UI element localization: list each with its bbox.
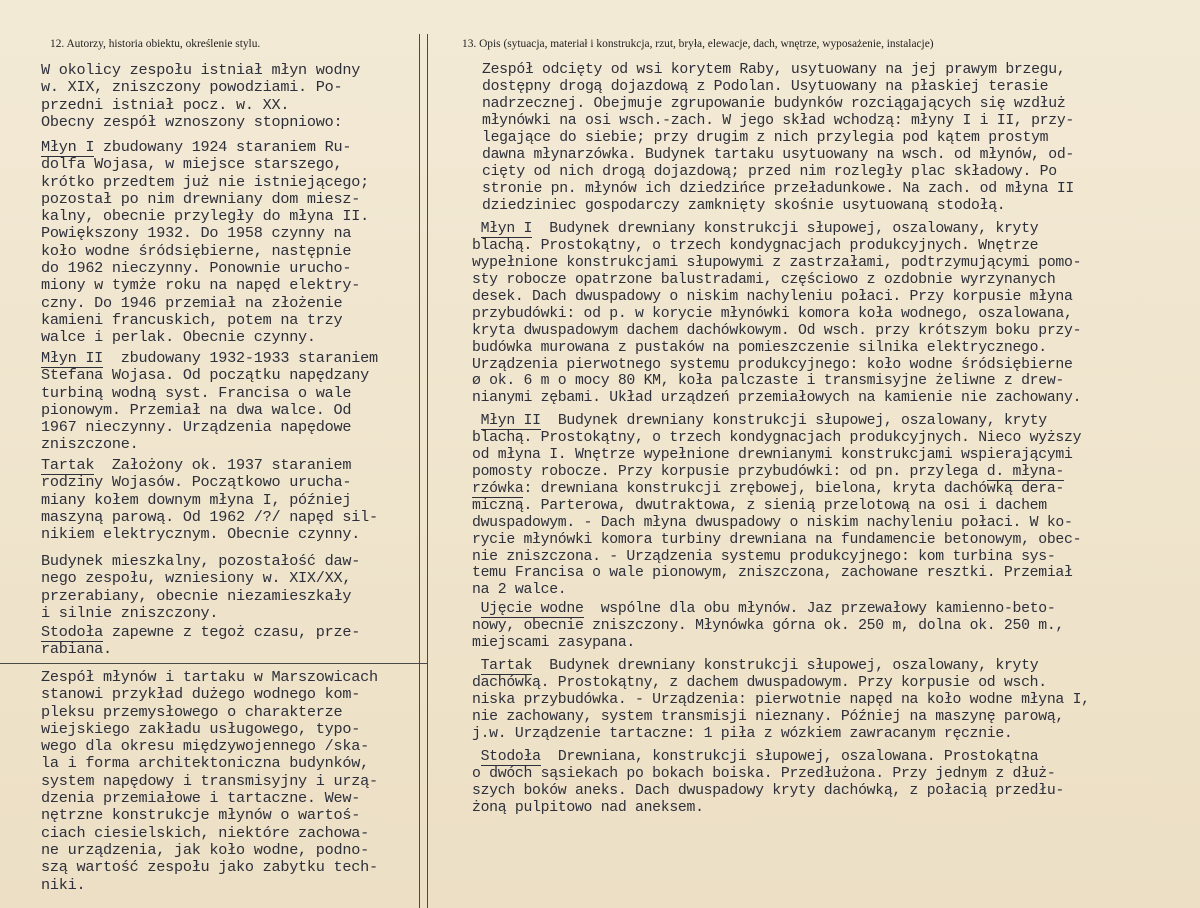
- left-paragraph-history-intro: [41, 62, 360, 131]
- text-line: dawna młynarzówka. Budynek tartaku usytuowany na wsch. od młynów, od-: [482, 146, 1074, 163]
- left-summary: [41, 669, 378, 894]
- text-line: rycie młynówki komora turbiny drewniana na fundamencie betonowym, obec-: [472, 531, 1082, 548]
- text-line: wypełnione konstrukcjami słupowymi z zastrzałami, podtrzymującymi pomo-: [472, 254, 1082, 271]
- text-line: la i forma architektoniczna budynków,: [41, 754, 369, 773]
- text-line: rabiana.: [41, 640, 112, 659]
- text-line: Zespół młynów i tartaku w Marszowicach: [41, 668, 378, 686]
- text-line: temu Francisa o wale pionowym, zniszczona, zachowane resztki. Przemiał: [472, 565, 1073, 582]
- text-line: Młyn I Budynek drewniany konstrukcji słupowej, oszalowany, kryty: [480, 221, 1039, 237]
- text-line: legające do siebie; przy drugim z nich przylegia pod kątem prostym: [482, 129, 1049, 146]
- text-line: dachówką. Prostokątny, z dachem dwuspadowym. Przy korpusie od wsch.: [472, 674, 1047, 691]
- text-line: stronie pn. młynów ich dziedzińce przeładunkowe. Na zach. od młyna II: [482, 180, 1074, 197]
- text-line: rzówka: drewniana konstrukcji zrębowej, bielona, kryta dachówką dera-: [472, 480, 1064, 497]
- text-line: cięty od nich drogą dojazdową; przed nim rozległy plac składowy. Po: [482, 163, 1057, 180]
- left-paragraph-mlyn-1: [41, 139, 369, 347]
- text-line: rodziny Wojasów. Początkowo urucha-: [41, 473, 352, 492]
- text-line: w. XIX, zniszczony powodziami. Po-: [41, 78, 343, 97]
- text-line: miany kołem downym młyna I, później: [41, 490, 352, 509]
- text-line: system napędowy i transmisyjny i urzą-: [41, 771, 378, 790]
- text-line: niska przybudówka. - Urządzenia: pierwotnie napęd na koło wodne młyna I,: [472, 691, 1090, 708]
- text-line: szych boków aneks. Dach dwuspadowy kryty dachówką, z połacią przedłu-: [472, 782, 1064, 799]
- left-paragraph-stodola: [41, 624, 360, 659]
- text-line: pionowym. Przemiał na dwa walce. Od: [41, 400, 352, 419]
- right-paragraph-mlyn-1: [472, 221, 1081, 407]
- text-line: czny. Do 1946 przemiał na złożenie: [41, 293, 343, 312]
- text-line: przybudówki: od p. w korycie młynówki komora koła wodnego, oszalowana,: [472, 305, 1073, 322]
- text-line: miony w tymże roku na napęd elektry-: [41, 276, 361, 295]
- text-line: Powiększony 1932. Do 1958 czynny na: [41, 224, 352, 243]
- text-line: Zespół odcięty od wsi korytem Raby, usytuowany na jej prawym brzegu,: [482, 62, 1066, 78]
- text-line: Ujęcie wodne wspólne dla obu młynów. Jaz przewałowy kamienno-beto-: [480, 601, 1056, 617]
- text-line: 1967 nieczynny. Urządzenia napędowe: [41, 418, 352, 437]
- text-line: j.w. Urządzenie tartaczne: 1 piła z wózkiem zawracanym ręcznie.: [472, 725, 1013, 742]
- left-paragraph-mlyn-2: [41, 350, 378, 454]
- text-line: dolfa Wojasa, w miejsce starszego,: [41, 155, 343, 174]
- right-paragraph-tartak: [472, 658, 1090, 743]
- text-line: pomosty robocze. Przy korpusie przybudówki: od pn. przylega d. młyna-: [472, 463, 1064, 480]
- text-line: młynówki na osi wsch.-zach. W jego skład wchodzą: młyny I i II, przy-: [482, 112, 1074, 129]
- text-line: Tartak Założony ok. 1937 staraniem: [41, 456, 352, 474]
- text-line: kamieni francuskich, potem na trzy: [41, 310, 343, 329]
- text-line: niki.: [41, 875, 86, 894]
- text-line: dostępny drogą dojazdową z Podolan. Usytuowany na płaskiej terasie: [482, 78, 1049, 95]
- text-line: desek. Dach dwuspadowy o niskim nachyleniu połaci. Przy korpusie młyna: [472, 288, 1073, 305]
- left-column-border: [419, 34, 420, 908]
- left-paragraph-budynek: [41, 553, 360, 622]
- left-column-header: 12. Autorzy, historia obiektu, określenie stylu.: [50, 38, 261, 50]
- text-line: Stodoła zapewne z tegoż czasu, prze-: [41, 623, 361, 641]
- text-line: nadrzecznej. Obejmuje zgrupowanie budynków rozciągających się wzdłuż: [482, 95, 1066, 112]
- text-line: budówka murowana z pustaków na pomieszczenie silnika elektrycznego.: [472, 339, 1047, 356]
- text-line: Budynek mieszkalny, pozostałość daw-: [41, 552, 361, 570]
- text-line: kryta dwuspadowym dachem dachówkowym. Od wsch. przy krótszym boku przy-: [472, 322, 1082, 339]
- text-line: o dwóch sąsiekach po bokach boiska. Przedłużona. Przy jednym z dłuż-: [472, 765, 1056, 782]
- text-line: nie zachowany, system transmisji nieznany. Później na maszynę parową,: [472, 708, 1064, 725]
- text-line: Młyn II zbudowany 1932-1933 staraniem: [41, 349, 378, 367]
- text-line: Obecny zespół wznoszony stopniowo:: [41, 112, 343, 131]
- right-paragraph-situation: [482, 62, 1074, 214]
- text-line: nikiem elektrycznym. Obecnie czynny.: [41, 525, 361, 544]
- text-line: krótko przedtem już nie istniejącego;: [41, 172, 369, 191]
- text-line: blachą. Prostokątny, o trzech kondygnacjach produkcyjnych. Wnętrze: [472, 237, 1039, 254]
- text-line: miejscami zasypana.: [472, 634, 636, 651]
- text-line: sty robocze opatrzone balustradami, częściowo z ozdobnie wyrzynanych: [472, 271, 1056, 288]
- text-line: pleksu przemysłowego o charakterze: [41, 702, 343, 721]
- text-line: nianymi zębami. Układ urządzeń przemiałowych na kamienie nie zachowany.: [472, 390, 1082, 407]
- text-line: do 1962 nieczynny. Ponownie urucho-: [41, 259, 352, 278]
- left-section-divider: [0, 663, 428, 664]
- text-line: na 2 walce.: [472, 582, 567, 599]
- text-line: nętrzne konstrukcje młynów o wartoś-: [41, 806, 361, 825]
- right-column-header: 13. Opis (sytuacja, materiał i konstrukcja, rzut, bryła, elewacje, dach, wnętrze, wyposażenie, instalacje): [462, 38, 934, 50]
- text-line: Urządzenia pierwotnego systemu produkcyjnego: koło wodne śródsiębierne: [472, 356, 1073, 373]
- text-line: maszyną parową. Od 1962 /?/ napęd sil-: [41, 507, 378, 526]
- text-line: wiejskiego zakładu usługowego, typo-: [41, 719, 361, 738]
- text-line: turbiną wodną syst. Francisa o wale: [41, 383, 352, 402]
- text-line: i silnie zniszczony.: [41, 603, 219, 622]
- text-line: Młyn I zbudowany 1924 staraniem Ru-: [41, 138, 352, 156]
- text-line: Stodoła Drewniana, konstrukcji słupowej, oszalowana. Prostokątna: [480, 749, 1039, 765]
- text-line: od młyna I. Wnętrze wypełnione drewnianymi konstrukcjami wspierającymi: [472, 446, 1073, 463]
- text-line: Stefana Wojasa. Od początku napędzany: [41, 366, 369, 385]
- text-line: ø ok. 6 m o mocy 80 KM, koła palczaste i transmisyjne żeliwne z drew-: [472, 373, 1064, 390]
- text-line: przerabiany, obecnie niezamieszkały: [41, 586, 352, 605]
- text-line: dzenia przemiałowe i tartaczne. Wew-: [41, 789, 361, 808]
- text-line: kalny, obecnie przyległy do młyna II.: [41, 207, 369, 226]
- text-line: koło wodne śródsiębierne, następnie: [41, 241, 352, 260]
- right-paragraph-stodola: [472, 749, 1064, 817]
- text-line: przedni istniał pocz. w. XX.: [41, 95, 290, 114]
- right-paragraph-mlyn-2: [472, 413, 1081, 599]
- text-line: miczną. Parterowa, dwutraktowa, z sienią przelotową na osi i dachem: [472, 497, 1047, 514]
- text-line: zniszczone.: [41, 435, 139, 454]
- text-line: nowy, obecnie zniszczony. Młynówka górna ok. 250 m, dolna ok. 250 m.,: [472, 617, 1064, 634]
- text-line: Młyn II Budynek drewniany konstrukcji słupowej, oszalowany, kryty: [480, 413, 1047, 429]
- text-line: ne urządzenia, jak koło wodne, podno-: [41, 840, 369, 859]
- text-line: pozostał po nim drewniany dom miesz-: [41, 189, 361, 208]
- text-line: dwuspadowym. - Dach młyna dwuspadowy o niskim nachyleniu połaci. W ko-: [472, 514, 1073, 531]
- text-line: walce i perlak. Obecnie czynny.: [41, 328, 316, 347]
- right-paragraph-ujecie-wodne: [472, 601, 1064, 652]
- text-line: W okolicy zespołu istniał młyn wodny: [41, 61, 361, 79]
- text-line: ciach ciesielskich, niektóre zachowa-: [41, 823, 369, 842]
- text-line: żoną pulpitowo nad aneksem.: [472, 799, 704, 816]
- text-line: dziedziniec gospodarczy zamknięty skośnie usytuowaną stodołą.: [482, 197, 1006, 214]
- text-line: blachą. Prostokątny, o trzech kondygnacjach produkcyjnych. Nieco wyższy: [472, 429, 1082, 446]
- text-line: szą wartość zespołu jako zabytku tech-: [41, 858, 378, 877]
- text-line: nego zespołu, wzniesiony w. XIX/XX,: [41, 569, 352, 588]
- text-line: Tartak Budynek drewniany konstrukcji słupowej, oszalowany, kryty: [480, 658, 1039, 674]
- left-paragraph-tartak: [41, 457, 378, 543]
- center-column-divider: [427, 34, 428, 908]
- text-line: stanowi przykład dużego wodnego kom-: [41, 685, 361, 704]
- text-line: nie zniszczona. - Urządzenia systemu produkcyjnego: kom turbina sys-: [472, 548, 1056, 565]
- text-line: wego dla okresu międzywojennego /ska-: [41, 737, 369, 756]
